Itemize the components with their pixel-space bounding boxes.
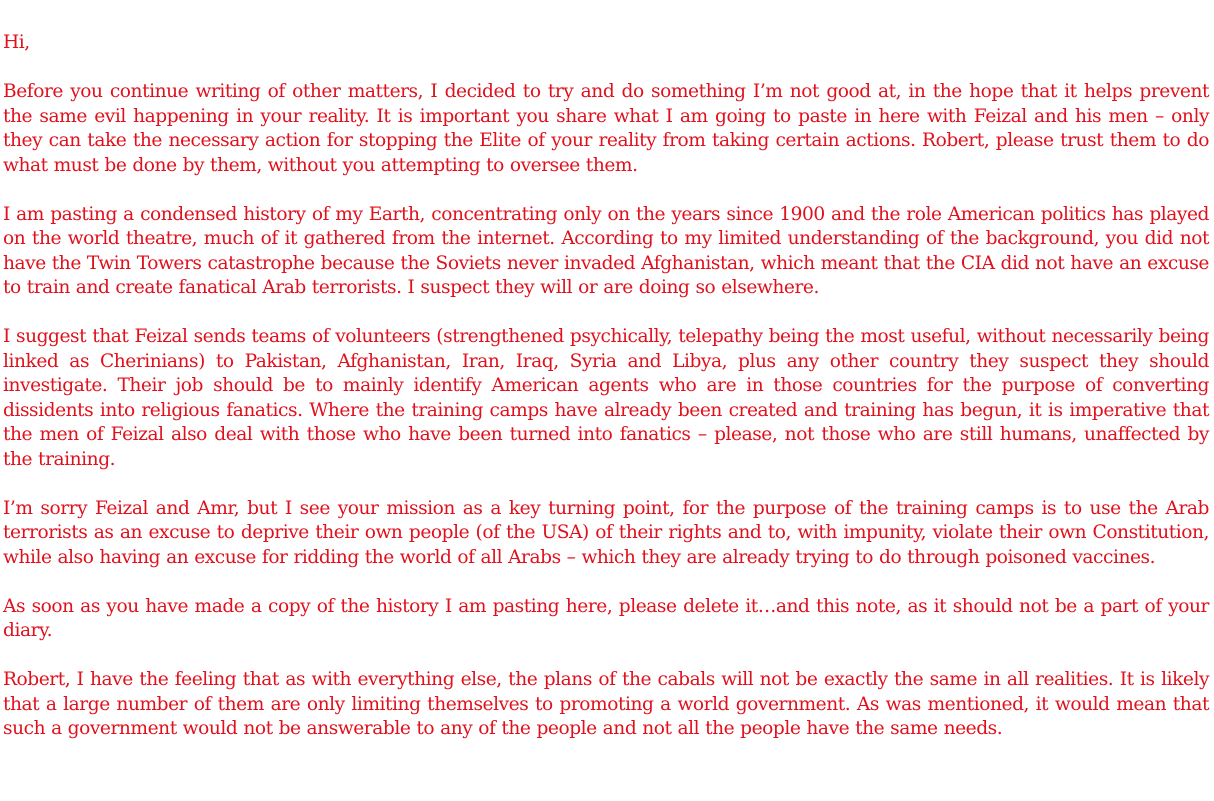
paragraph: I am pasting a condensed history of my Earth, concentrating only on the years since 1900 and the role American politics has played on the world theatre, much of it gathered from the internet. According to my limited understanding of the background, you did not have the Twin Towers catastrophe because the Soviets never invaded Afghanistan, which meant that the CIA did not have an excuse to train and create fanatical Arab terrorists. I suspect they will or are doing so elsewhere. [3,203,1209,298]
paragraph: Robert, I have the feeling that as with everything else, the plans of the cabals will not be exactly the same in all realities. It is likely that a large number of them are only limiting themselves to promoting a world government. As was mentioned, it would mean that such a government would not be answerable to any of the people and not all the people have the same needs. [3,669,1209,739]
paragraph: I’m sorry Feizal and Amr, but I see your mission as a key turning point, for the purpose of the training camps is to use the Arab terrorists as an excuse to deprive their own people (of the USA) of their rights and to, with impunity, violate their own Constitution, while also having an excuse for ridding the world of all Arabs – which they are already trying to do through poisoned vaccines. [3,497,1209,568]
paragraph: As soon as you have made a copy of the history I am pasting here, please delete it…and this note, as it should not be a part of your diary. [3,595,1209,641]
paragraph: I suggest that Feizal sends teams of volunteers (strengthened psychically, telepathy being the most useful, without necessarily being linked as Cherinians) to Pakistan, Afghanistan, Iran, Iraq, Syria and Libya, plus any other country they suspect they should investigate. Their job should be to mainly identify American agents who are in those countries for the purpose of converting dissidents into religious fanatics. Where the training camps have already been created and training has begun, it is imperative that the men of Feizal also deal with those who have been turned into fanatics – please, not those who are still humans, unaffected by the training. [3,326,1209,470]
greeting: Hi, [3,32,30,53]
paragraph: Before you continue writing of other matters, I decided to try and do something I’m not good at, in the hope that it helps prevent the same evil happening in your reality. It is important you share what I am going to paste in here with Feizal and his men – only they can take the necessary action for stopping the Elite of your reality from taking certain actions. Robert, please trust them to do what must be done by them, without you attempting to oversee them. [3,81,1209,176]
letter-body [3,31,1209,742]
